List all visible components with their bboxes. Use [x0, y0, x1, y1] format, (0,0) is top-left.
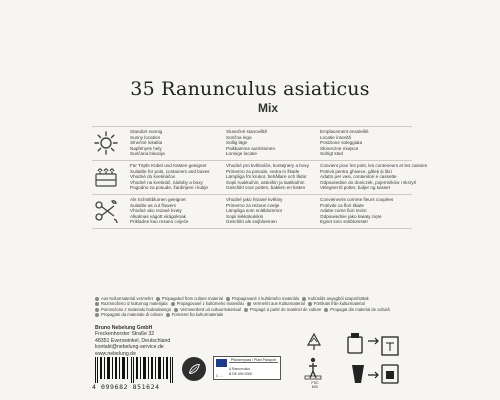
planter-icon: [92, 163, 120, 191]
care-cut-col1: Als Schnittblumen geeignet Suitable as cut flowers Vhodné ako rezané kvety Alkalmas vágott virágoknak Prikladne kao rezano cvijeće: [130, 197, 189, 225]
product-title: 35 Ranunculus asiaticus: [130, 78, 370, 100]
company-name: Bruno Nebelung GmbH: [95, 325, 153, 331]
origin-statement: Aus Kulturmaterial vermehrt Propagated from culture material Propagované z kultúrneho materiálu Kultúrális anyagból szaporítottak Razmnoženo iz kulturnog materijala Propagované z kultúrneho materiálu Vermehrt aus Kulturmaterial Förökats från kulturmaterial Pomnożono z materiału hodowlanego Vermeerderd uit cultuurmateriaal Propagé à partir de matériel de culture Propagat din material de cultură Propagato da materiale di coltura Formeret fra kulturmateriale: [92, 296, 412, 318]
passport-line-c: C …: [216, 374, 223, 378]
separator-line: [92, 194, 412, 195]
tidyman-icon: [302, 356, 324, 380]
passport-line-b: B DE-NW-0000: [229, 372, 253, 376]
care-sun-col1: Standort sonnig Sunny location Slnečné lokalita Napfényes hely Sunčana lokacija: [130, 129, 165, 157]
passport-header: Pflanzenpass / Plant Passport: [230, 358, 277, 362]
care-planter-col1: Für Töpfe Kübel und Kästen geeignet Suitable for pots, containers and boxes Vhodné do kvetináčov Vhodné na kvetináč, nádoby a boxy Pogodno za posude, žardinjere i kutije: [130, 163, 210, 191]
barcode-image: [95, 357, 173, 383]
company-web: www.nebelung.de: [95, 350, 136, 357]
fsc-label: FSC MIX: [311, 381, 319, 390]
leaf-logo-icon: [182, 357, 206, 381]
company-city: 48351 Everswinkel, Deutschland: [95, 337, 171, 344]
plant-passport: [213, 356, 281, 380]
company-contact: kontakt@nebelung-service.de: [95, 344, 164, 351]
separator-line: [92, 228, 412, 229]
separator-line: [92, 160, 412, 161]
eu-flag-icon: [216, 359, 227, 367]
scissors-icon: [92, 197, 120, 225]
fsc-tree-icon: [305, 333, 323, 351]
care-sun-col3: Emplacement ensoleillé Locatie insorită Posizione soleggiata Słoneczne miejsce Solrigt sted: [320, 129, 369, 157]
recycling-graphic-icon: [344, 331, 402, 389]
care-cut-col2: Vhodné jako řezané květiny Primerno za rezane cvetje Lämpliga som snittblommor Sopii leikkokukiksi Geschikt als snijbloemen: [226, 197, 283, 225]
product-variety: Mix: [257, 101, 278, 115]
separator-line: [92, 126, 412, 127]
passport-line-a: A Ranunculus: [229, 367, 250, 371]
company-street: Freckenhorster Straße 32: [95, 331, 155, 338]
care-sun-col2: Slunečné stanoviště Sončna lega Sollig läge Paikkamme aurinkoinen Łonnige locatie: [226, 129, 276, 157]
care-cut-col3: Conviennent comme fleurs coupées Potrivite ca flori tăiate Adatte come fiori recisi Odpowiednie jako kwiaty cięte Egnet som snitblomster: [320, 197, 394, 225]
barcode-number: 4 099682 851624: [92, 383, 160, 391]
care-planter-col2: Vhodné pro květináče, kontejnery a boxy Primerno za posode, vedra in škatle Lämpliga för krukor, behållare och lådor Sopii ruukkuihin, astioihin ja laatikoihin Geschikt voor potten, bakken en kisten: [226, 163, 309, 191]
sun-icon: [92, 129, 120, 157]
care-planter-col3: Convient pour les pots, les conteneurs et les caisses Potrivit pentru ghivece, găleți și lăzi Adatto per vasi, contenitori e cassette Odpowiednie do doniczek, pojemników i skrzyń Velegnet til potter, baljer og kasser: [320, 163, 427, 191]
company-address: [95, 325, 170, 357]
